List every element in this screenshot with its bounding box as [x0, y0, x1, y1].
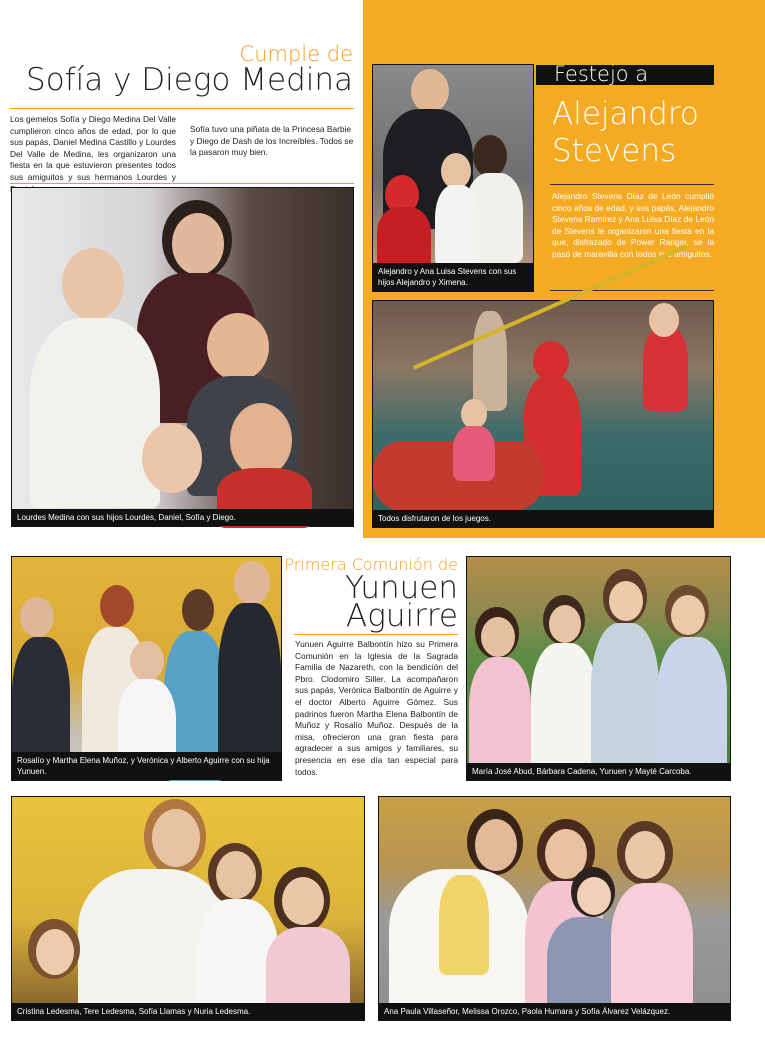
ledesma-caption: Cristina Ledesma, Tere Ledesma, Sofía Llamas y Nuria Ledesma.	[12, 1003, 364, 1020]
sofia-family-photo	[11, 187, 354, 527]
alejandro-family-photo	[372, 64, 534, 292]
alejandro-caption-1: Alejandro y Ana Luisa Stevens con sus hijos Alejandro y Ximena.	[373, 263, 533, 291]
yunuen-kicker: Primera Comunión de	[284, 555, 458, 574]
sofia-caption: Lourdes Medina con sus hijos Lourdes, Daniel, Sofía y Diego.	[12, 509, 353, 526]
yunuen-caption-left: Rosalío y Martha Elena Muñoz, y Verónica y Alberto Aguirre con su hija Yunuen.	[12, 752, 281, 780]
yunuen-caption-right: María José Abud, Bárbara Cadena, Yunuen y Mayté Carcoba.	[467, 763, 730, 780]
sofia-text-col1: Los gemelos Sofía y Diego Medina Del Valle cumplieron cinco años de edad, por lo que sus papás, Daniel Medina Castillo y Lourdes Del Valle de Medina, les organizaron una fiesta en la que estuvieron presentes todos sus amiguitos y sus hermanos Lourdes y	[10, 114, 176, 182]
ledesma-photo	[11, 796, 365, 1021]
alejandro-caption-2: Todos disfrutaron de los juegos.	[373, 510, 713, 527]
yunuen-friends-photo	[466, 556, 731, 781]
alejandro-rule-top	[550, 184, 714, 185]
yunuen-family-photo	[11, 556, 282, 781]
sofia-rule-top	[10, 108, 354, 109]
yunuen-title-1: Yunuen	[344, 570, 458, 606]
alejandro-title-1: Alejandro	[552, 96, 699, 132]
alejandro-text: Alejandro Stevens Díaz de León cumplió cinco años de edad, y sus papás, Alejandro Stevens Ramírez y Ana Luisa Díaz de León de Stevens le organizaron una fiesta en la que, disfrazado de Power Ranger, se la pasó de maravilla con todos sus amiguitos.	[552, 191, 715, 259]
sofia-rule-bottom	[10, 183, 354, 184]
villasenor-caption: Ana Paula Villaseñor, Melissa Orozco, Paola Humara y Sofía Álvarez Velázquez.	[379, 1003, 730, 1020]
yunuen-rule	[294, 634, 458, 635]
yunuen-text: Yunuen Aguirre Balbontín hizo su Primera Comunión en la Iglesia de la Sagrada Familia de Nazareth, con la bendición del Pbro. Clodomiro Siller. La acompañaron sus papás, Verónica Balbontín de Aguirre y el doctor Alberto Aguirre Gómez. Sus padrinos fueron Martha Elena Balbontín de Muñoz y Rosalío Muñoz. Después de la misa, ofrecieron una gran fiesta para agradecer a sus amigos y familiares, su presencia en ese día tan especial para todos.	[295, 639, 458, 777]
alejandro-kicker: Festejo a	[554, 62, 649, 86]
sofia-text-col2: Sofía tuvo una piñata de la Princesa Barbie y Diego de Dash de los Increíbles. Todos se la pasaron muy bien.	[190, 124, 354, 158]
alejandro-title-2: Stevens	[552, 133, 677, 169]
sofia-title: Sofía y Diego Medina	[26, 62, 353, 98]
alejandro-games-photo	[372, 300, 714, 528]
yunuen-title-2: Aguirre	[346, 598, 458, 634]
sofia-kicker: Cumple de	[239, 42, 353, 66]
villasenor-photo	[378, 796, 731, 1021]
